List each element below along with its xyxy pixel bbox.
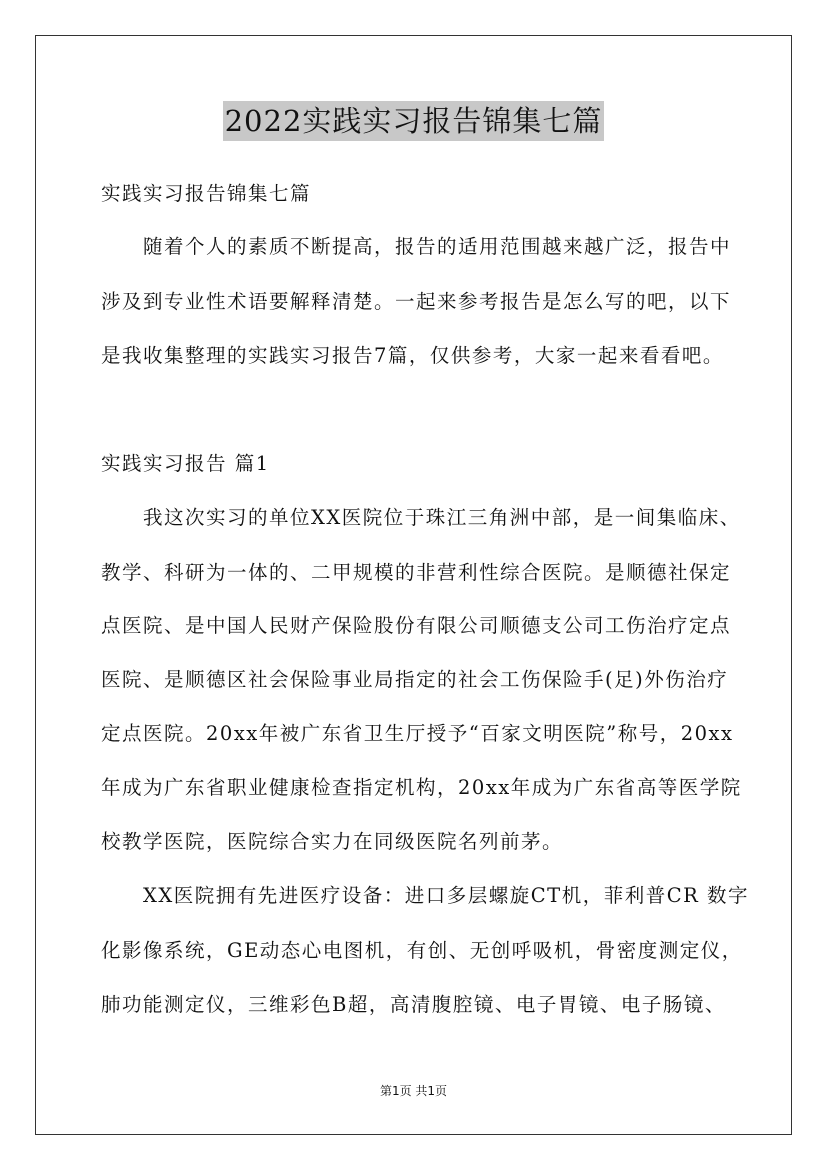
paragraph-line: 医院、是顺德区社会保险事业局指定的社会工伤保险手(足)外伤治疗 — [101, 668, 729, 691]
paragraph-line: 校教学医院，医院综合实力在同级医院名列前茅。 — [101, 830, 564, 853]
document-title: 2022实践实习报告锦集七篇 — [223, 101, 605, 141]
paragraph-line: 我这次实习的单位XX医院位于珠江三角洲中部，是一间集临床、 — [143, 506, 741, 529]
paragraph-line: 教学、科研为一体的、二甲规模的非营利性综合医院。是顺德社保定 — [101, 561, 732, 584]
document-subtitle: 实践实习报告锦集七篇 — [101, 182, 312, 205]
intro-line: 涉及到专业性术语要解释清楚。一起来参考报告是怎么写的吧，以下 — [101, 290, 732, 313]
paragraph-line: 化影像系统，GE动态心电图机，有创、无创呼吸机，骨密度测定仪， — [101, 939, 743, 962]
intro-line: 是我收集整理的实践实习报告7篇，仅供参考，大家一起来看看吧。 — [101, 344, 724, 367]
section-heading: 实践实习报告 篇1 — [101, 452, 270, 475]
title-container — [0, 101, 827, 141]
paragraph-line: 点医院、是中国人民财产保险股份有限公司顺德支公司工伤治疗定点 — [101, 614, 732, 637]
paragraph-line: XX医院拥有先进医疗设备：进口多层螺旋CT机，菲利普CR 数字 — [143, 884, 749, 907]
page-footer: 第1页 共1页 — [379, 1084, 448, 1098]
intro-line: 随着个人的素质不断提高，报告的适用范围越来越广泛，报告中 — [143, 235, 732, 258]
paragraph-line: 定点医院。20xx年被广东省卫生厅授予“百家文明医院”称号，20xx — [101, 722, 734, 745]
paragraph-line: 肺功能测定仪，三维彩色B超，高清腹腔镜、电子胃镜、电子肠镜、 — [101, 993, 726, 1016]
paragraph-line: 年成为广东省职业健康检查指定机构，20xx年成为广东省高等医学院 — [101, 776, 742, 799]
